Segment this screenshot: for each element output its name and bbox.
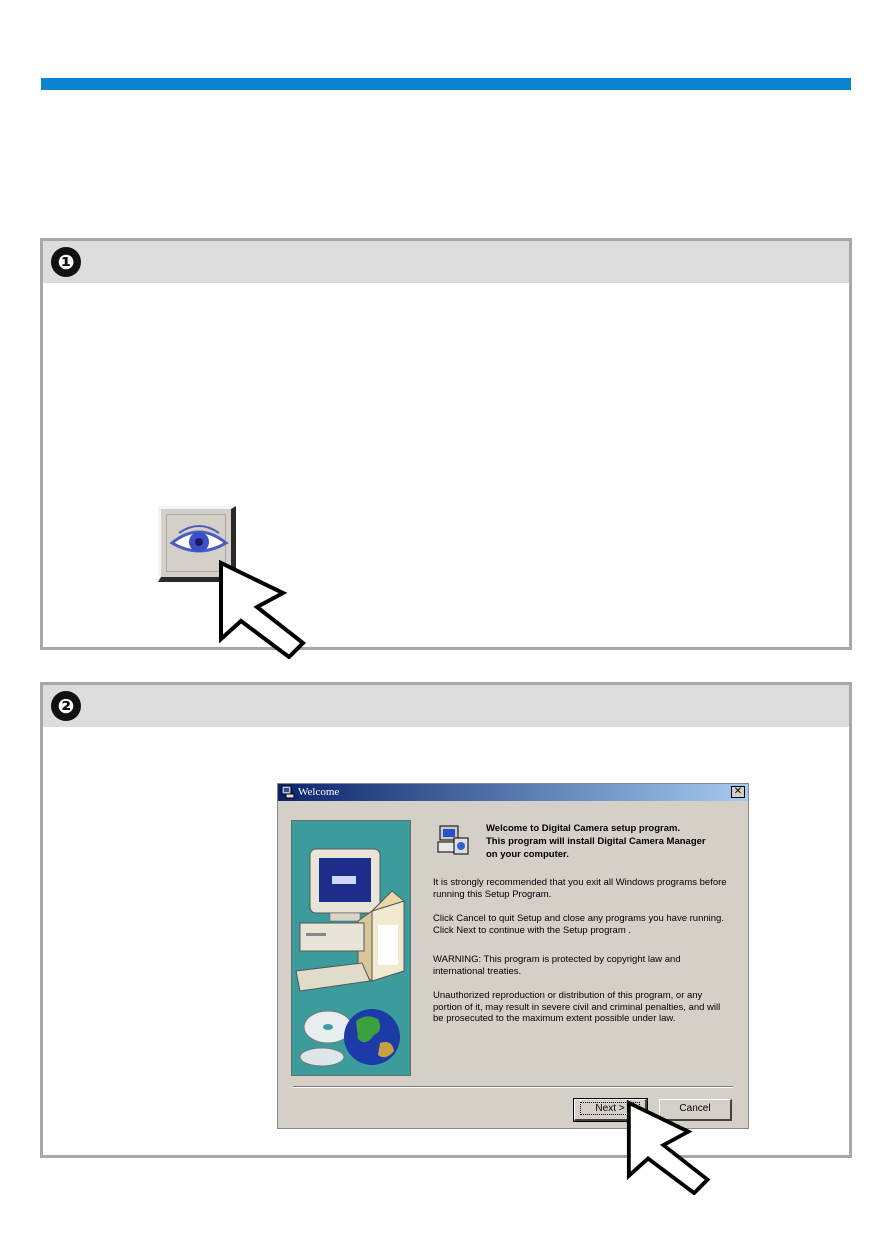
- step-2-panel: [40, 682, 852, 1158]
- close-button[interactable]: [731, 786, 745, 798]
- step-2-badge: ❷: [51, 691, 81, 721]
- warning-text: WARNING: This program is protected by copyright law and international treaties.: [433, 954, 681, 977]
- recommendation-text: It is strongly recommended that you exit all Windows programs before running this Setup Program.: [433, 877, 727, 900]
- cancel-button-label: Cancel: [679, 1103, 711, 1114]
- dialog-titlebar[interactable]: [278, 784, 748, 801]
- welcome-heading: Welcome to Digital Camera setup program. This program will install Digital Camera Manager on your computer.: [486, 823, 706, 860]
- step-2-header: [43, 685, 849, 727]
- computer-globe-illustration: [292, 821, 411, 1076]
- next-button-label: Next >: [580, 1102, 639, 1115]
- setup-app-icon: [281, 785, 295, 799]
- top-accent-bar: [41, 78, 851, 90]
- eye-icon: [169, 523, 229, 559]
- arrow-cursor-icon: [217, 559, 317, 659]
- step-1-header: [43, 241, 849, 283]
- step-1-badge: ❶: [51, 247, 81, 277]
- legal-text: Unauthorized reproduction or distribution of this program, or any portion of it, may result in severe civil and criminal penalties, and will be prosecuted to the maximum extent possible under law.: [433, 990, 721, 1024]
- step-1-panel: [40, 238, 852, 650]
- setup-illustration: [291, 820, 411, 1076]
- dialog-separator: [293, 1086, 733, 1088]
- dialog-title: Welcome: [298, 786, 340, 798]
- instruction-text: Click Cancel to quit Setup and close any programs you have running. Click Next to continue with the Setup program .: [433, 913, 724, 936]
- arrow-cursor-icon: [625, 1099, 721, 1195]
- close-icon: ✕: [733, 786, 743, 797]
- welcome-dialog: [277, 783, 749, 1129]
- setup-program-icon: [436, 824, 470, 856]
